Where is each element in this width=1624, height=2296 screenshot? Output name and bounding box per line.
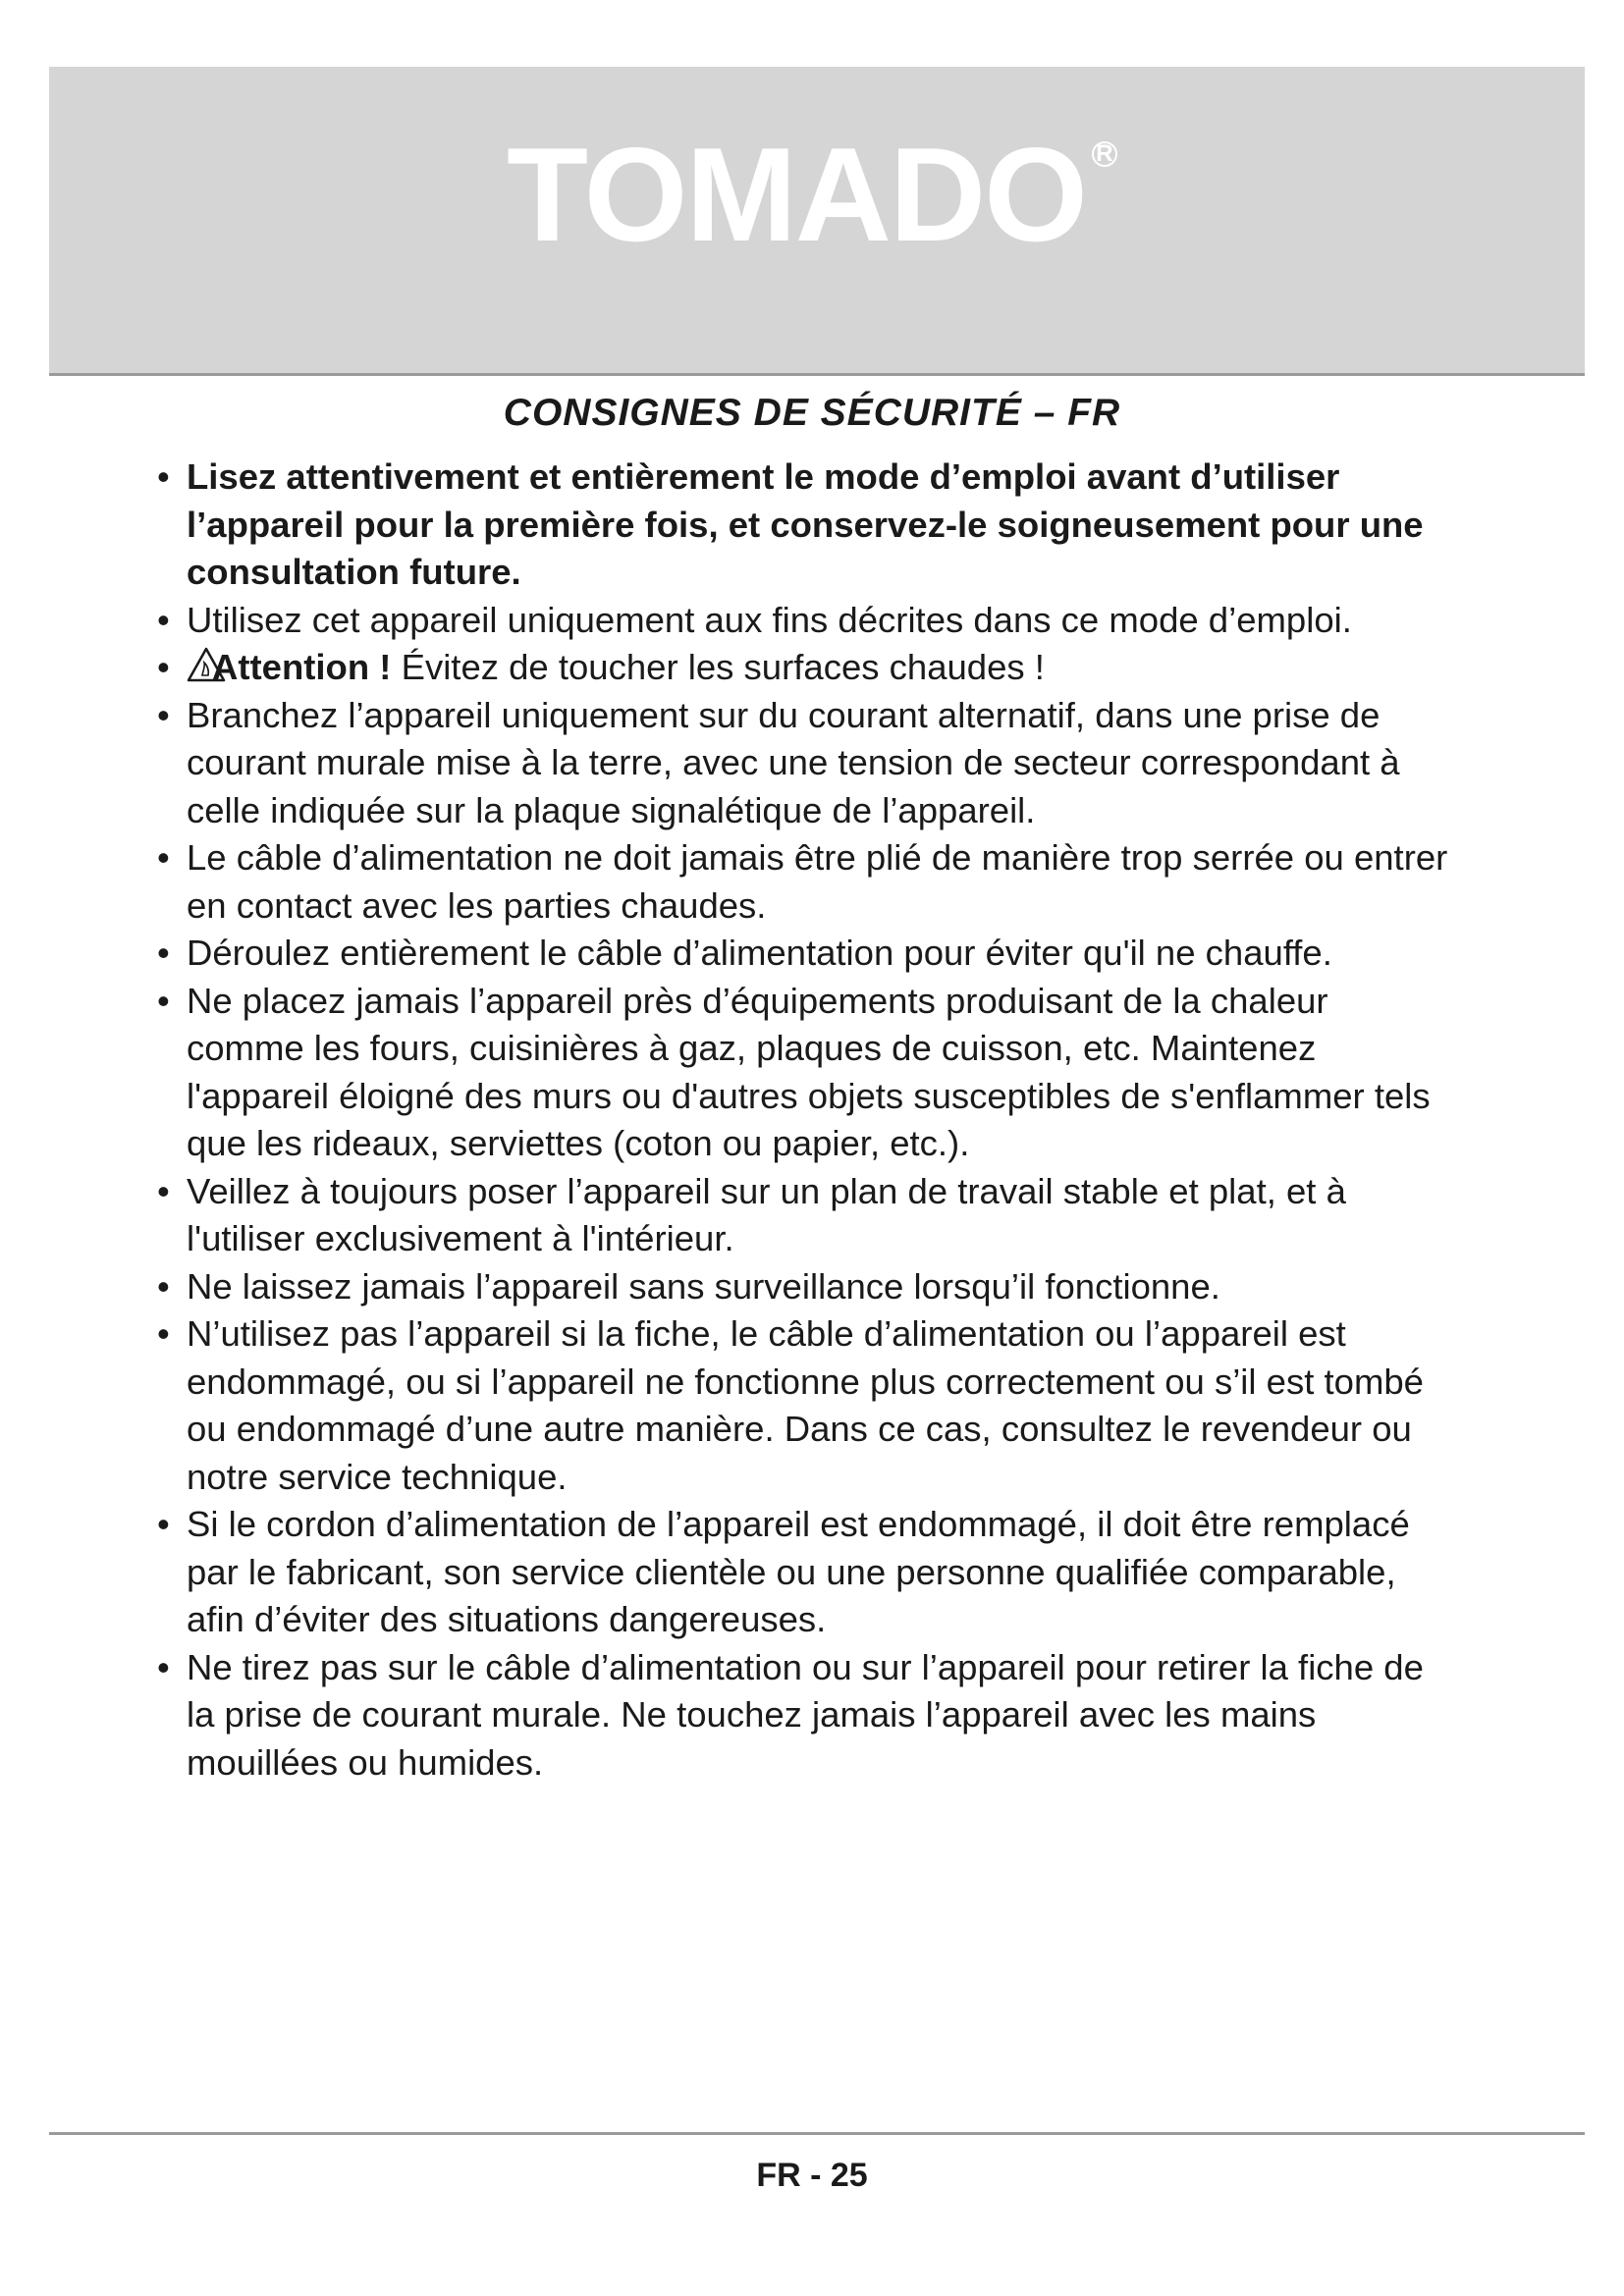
bullet: • (157, 837, 170, 878)
bullet: • (157, 1313, 170, 1354)
bullet: • (157, 980, 170, 1021)
list-item-text: Le câble d’alimentation ne doit jamais être plié de manière trop serrée ou entrer en contact avec les parties chaudes. (187, 837, 1448, 926)
registered-mark-icon: R (1092, 141, 1117, 167)
list-item-text: Si le cordon d’alimentation de l’appareil est endommagé, il doit être remplacé par le fabricant, son service clientèle ou une personne qualifiée comparable, afin d’éviter des situations dangereuses. (187, 1504, 1410, 1639)
bullet: • (157, 1265, 170, 1307)
list-item (157, 930, 1453, 978)
list-item (157, 454, 1453, 597)
list-item-text: Ne laissez jamais l’appareil sans surveillance lorsqu’il fonctionne. (187, 1265, 1220, 1307)
list-item (157, 1310, 1453, 1501)
bullet: • (157, 1646, 170, 1687)
list-item-text: Ne tirez pas sur le câble d’alimentation ou sur l’appareil pour retirer la fiche de la prise de courant murale. Ne touchez jamais l’appareil avec les mains mouillées ou humides. (187, 1646, 1424, 1783)
list-item-text: Évitez de toucher les surfaces chaudes ! (391, 647, 1045, 687)
bullet: • (157, 933, 170, 973)
list-item (157, 1501, 1453, 1644)
list-item (157, 1263, 1453, 1311)
list-item (157, 978, 1453, 1168)
list-item (157, 692, 1453, 835)
brand-logo (0, 120, 1624, 269)
header-divider (49, 373, 1585, 376)
bullet: • (157, 694, 170, 735)
list-item-text: Branchez l’appareil uniquement sur du courant alternatif, dans une prise de courant murale mise à la terre, avec une tension de secteur correspondant à celle indiquée sur la plaque signalétique de l’appareil. (187, 694, 1400, 830)
list-item-text: Veillez à toujours poser l’appareil sur un plan de travail stable et plat, et à l'utiliser exclusivement à l'intérieur. (187, 1170, 1346, 1258)
list-item-text: N’utilisez pas l’appareil si la fiche, le câble d’alimentation ou l’appareil est endommagé, ou si l’appareil ne fonctionne plus correctement ou s’il est tombé ou endommagé d’une autre manière. Dans ce cas, consultez le revendeur ou notre service technique. (187, 1313, 1424, 1497)
list-item-text: Ne placez jamais l’appareil près d’équipements produisant de la chaleur comme les fours, cuisinières à gaz, plaques de cuisson, etc. Maintenez l'appareil éloigné des murs ou d'autres objets susceptibles de s'enflammer tels que les rideaux, serviettes (coton ou papier, etc.). (187, 980, 1431, 1163)
list-item-text: Utilisez cet appareil uniquement aux fins décrites dans ce mode d’emploi. (187, 599, 1352, 640)
list-item-attention (157, 644, 1453, 692)
list-item (157, 1644, 1453, 1788)
bullet: • (157, 1504, 170, 1544)
bullet: • (157, 647, 170, 687)
bullet: • (157, 456, 170, 497)
footer-divider (49, 2132, 1585, 2135)
list-item (157, 1168, 1453, 1263)
bullet: • (157, 599, 170, 640)
attention-label: Attention ! (212, 647, 392, 687)
page-number: FR - 25 (756, 2157, 868, 2194)
section-title: CONSIGNES DE SÉCURITÉ – FR (503, 392, 1121, 434)
list-item (157, 597, 1453, 645)
list-item-text: Lisez attentivement et entièrement le mode d’emploi avant d’utiliser l’appareil pour la première fois, et conservez-le soigneusement pour une consultation future. (187, 456, 1424, 592)
safety-instructions-list (157, 454, 1453, 1787)
list-item-text: Déroulez entièrement le câble d’alimentation pour éviter qu'il ne chauffe. (187, 933, 1332, 973)
bullet: • (157, 1170, 170, 1211)
list-item (157, 834, 1453, 930)
logo-wordmark: TOMADO (507, 120, 1086, 269)
